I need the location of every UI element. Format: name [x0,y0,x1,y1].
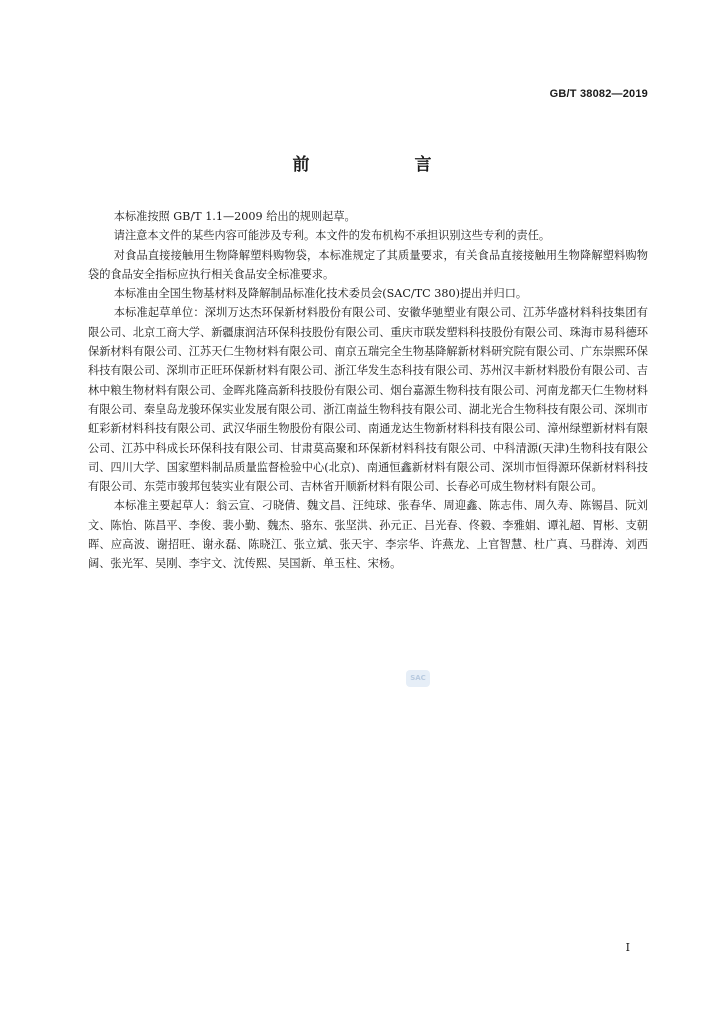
paragraph-scope: 对食品直接接触用生物降解塑料购物袋，本标准规定了其质量要求，有关食品直接接触用生物降解塑料购物袋的食品安全指标应执行相关食品安全标准要求。 [88,248,648,281]
standard-code: GB/T 38082—2019 [549,88,648,100]
paragraph-patent-notice: 请注意本文件的某些内容可能涉及专利。本文件的发布机构不承担识别这些专利的责任。 [113,229,551,243]
header-rule [88,106,648,107]
page-title: 前 言 [292,155,476,175]
page-number: I [625,941,630,954]
paragraph-drafting-units: 本标准起草单位：深圳万达杰环保新材料股份有限公司、安徽华驰塑业有限公司、江苏华盛材料科技集团有限公司、北京工商大学、新疆康润洁环保科技股份有限公司、重庆市联发塑料科技股份有限公司、珠海市易科德环保新材料有限公司、江苏天仁生物材料有限公司、南京五瑞完全生物基降解新材料研究院有限公司、广东崇熙环保科技有限公司、深圳市正旺环保新材料有限公司、浙江华发生态科技有限公司、苏州汉丰新材料股份有限公司、吉林中粮生物材料有限公司、金晖兆隆高新科技股份有限公司、烟台嘉源生物科技有限公司、河南龙都天仁生物材料有限公司、秦皇岛龙骏环保实业发展有限公司、浙江南益生物科技有限公司、湖北光合生物科技有限公司、深圳市虹彩新材料科技有限公司、武汉华丽生物股份有限公司、南通龙达生物新材料科技有限公司、漳州绿塑新材料有限公司、江苏中科成长环保科技有限公司、甘肃莫高聚和环保新材料科技有限公司、中科清源(天津)生物科技有限公司、四川大学、国家塑料制品质量监督检验中心(北京)、南通恒鑫新材料有限公司、深圳市恒得源环保新材料科技有限公司、东莞市骏邦包装实业有限公司、吉林省开顺新材料有限公司、长春必可成生物材料有限公司。 [88,306,648,494]
sac-watermark-logo: SAC [406,670,430,687]
paragraph-drafting-rules: 本标准按照 GB/T 1.1—2009 给出的规则起草。 [113,210,356,223]
paragraph-drafters: 本标准主要起草人：翁云宣、刁晓倩、魏文昌、汪纯球、张春华、周迎鑫、陈志伟、周久寿、陈锡昌、阮刘文、陈怡、陈昌平、李俊、裴小勤、魏杰、骆东、张坚洪、孙元正、吕光春、佟毅、李雅娟、谭礼超、胃彬、支朝晖、应高波、谢招旺、谢永磊、陈晓江、张立斌、张天宇、李宗华、许燕龙、上官智慧、杜广真、马群涛、刘西阔、张光军、吴刚、李宇文、沈传熙、吴国新、单玉柱、宋杨。 [88,499,648,571]
paragraph-committee: 本标准由全国生物基材料及降解制品标准化技术委员会(SAC/TC 380)提出并归口。 [113,287,528,301]
foreword-body [88,207,648,574]
